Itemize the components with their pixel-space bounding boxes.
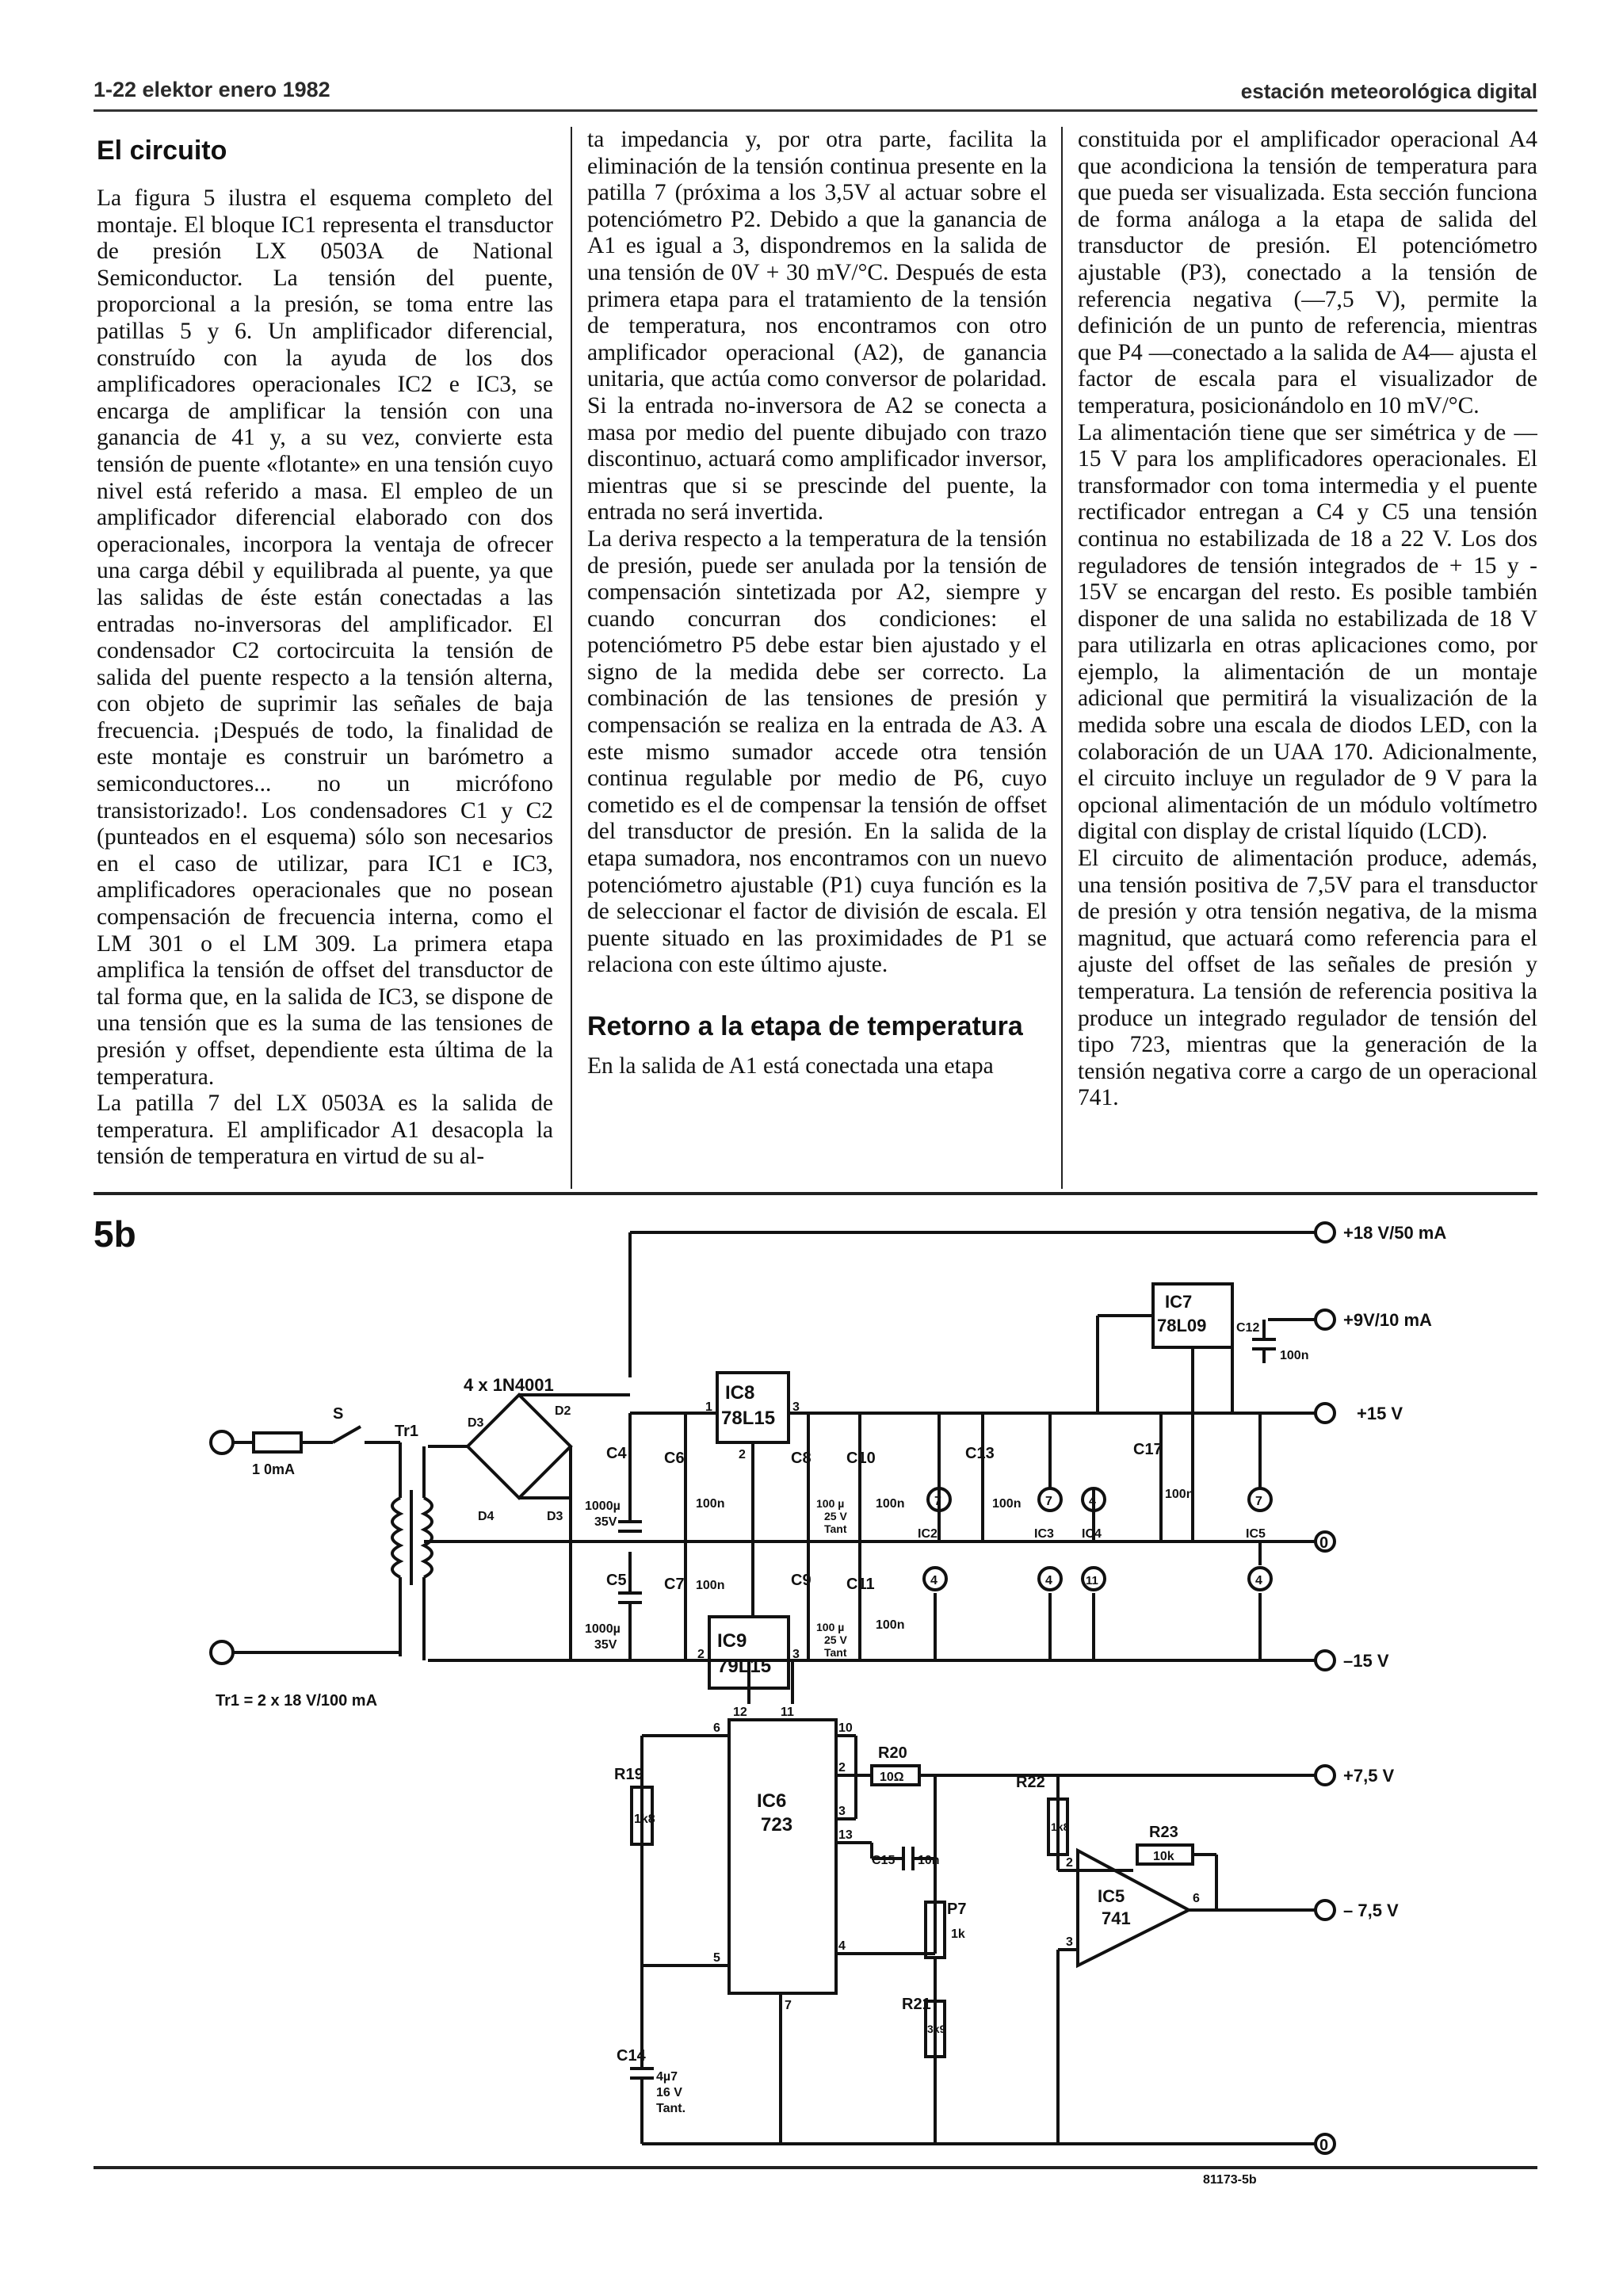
- cap-c9-voltage: 25 V: [824, 1633, 847, 1646]
- pin-label: 4: [1255, 1574, 1262, 1587]
- ic-tag-ic3: IC3: [1034, 1527, 1054, 1541]
- ic7-name: IC7: [1165, 1292, 1193, 1312]
- ic6-type: 723: [761, 1814, 793, 1836]
- ic5-pin: 3: [1066, 1935, 1073, 1949]
- cap-c8: C8: [791, 1450, 812, 1467]
- resistor-r22-value: 1k8: [1051, 1820, 1070, 1833]
- rail-label-7v5-pos: +7,5 V: [1343, 1766, 1395, 1786]
- ic5-name: IC5: [1098, 1886, 1125, 1906]
- cap-c11-value: 100n: [876, 1618, 905, 1632]
- ic7-type: 78L09: [1157, 1316, 1207, 1335]
- figure-bottom-rule: [94, 2166, 1537, 2169]
- paragraph: El circuito de alimentación produce, además, una tensión positiva de 7,5V para el transductor de presión y otra tensión negativa, de la misma magnitud, que actuará como referencia para el ajuste del offset de las señales de presión y temperatura. La tensión de referencia positiva la produce un integrado regulador de tensión del tipo 723, mientras que la generación de la tensión negativa corre a cargo de un operacional 741.: [1078, 846, 1537, 1111]
- rail-label-gnd2: 0: [1319, 2137, 1329, 2154]
- pin-label: 7: [934, 1495, 941, 1508]
- cap-c7: C7: [664, 1576, 685, 1593]
- resistor-r23: R23: [1149, 1824, 1178, 1841]
- pin-label: 11: [1086, 1574, 1098, 1587]
- resistor-r19-value: 1k8: [634, 1813, 655, 1826]
- ic5-type: 741: [1102, 1908, 1131, 1928]
- cap-c17-value: 100n: [1165, 1488, 1194, 1501]
- rail-label-15v-neg: –15 V: [1343, 1651, 1389, 1671]
- cap-c15: C15: [872, 1854, 896, 1867]
- ic6-pin: 12: [733, 1706, 747, 1719]
- paragraph: La figura 5 ilustra el esquema completo del montaje. El bloque IC1 representa el transductor de presión LX 0503A de National Semiconductor. La tensión del puente, proporcional a la presión, se toma entre las patillas 5 y 6. Un amplificador diferencial, construído con la ayuda de los dos amplificadores operacionales IC2 e IC3, se encarga de amplificar la tensión con una ganancia de 41 y, a su vez, convierte esta tensión de puente «flotante» en una tensión cuyo nivel está referido a masa. El empleo de un amplificador diferencial elaborado con dos operacionales, incorpora la ventaja de ofrecer una carga débil y equilibrada al puente, ya que las salidas de éste están conectadas a las entradas no-inversoras del amplificador. El condensador C2 cortocircuita la tensión de salida del puente respecto a la tensión alterna, con objeto de suprimir las señales de baja frecuencia. ¡Después de todo, la finalidad de este montaje es construir un barómetro a semiconductores... no un micrófono transistorizado!. Los condensadores C1 y C2 (punteados en el esquema) sólo son necesarios en el caso de utilizar, para IC1 e IC3, amplificadores operacionales que no posean compensación de frecuencia interna, como el LM 301 o el LM 309. La primera etapa amplifica la tensión de offset del transductor de tal forma que, en la salida de IC3, se dispone de una tensión que es la suma de las tensiones de presión y offset, dependiente esta última de la temperatura.: [97, 185, 553, 1090]
- figure-code: 81173-5b: [1203, 2173, 1257, 2187]
- cap-c17: C17: [1133, 1441, 1163, 1458]
- transformer-label: Tr1: [395, 1423, 419, 1440]
- header-left: 1-22 elektor enero 1982: [94, 78, 330, 101]
- resistor-r23-value: 10k: [1153, 1850, 1174, 1863]
- cap-c14-voltage: 16 V: [656, 2086, 682, 2099]
- pin-label: 4: [1045, 1574, 1052, 1587]
- rail-label-9v: +9V/10 mA: [1343, 1310, 1432, 1330]
- switch-label: S: [333, 1405, 344, 1423]
- cap-c13-value: 100n: [992, 1497, 1022, 1511]
- cap-c13: C13: [965, 1445, 995, 1462]
- cap-c7-value: 100n: [696, 1579, 725, 1592]
- pot-p7: P7: [947, 1901, 967, 1918]
- paragraph: La deriva respecto a la temperatura de la tensión de presión, puede ser anulada por la tensión de compensación sintetizada por A2, siempre y cuando concurran dos condiciones: el potenciómetro P5 debe estar bien ajustado y el signo de la medida debe ser correcto. La combinación de las tensiones de presión y compensación se realiza en la entrada de A3. A este mismo sumador accede otra tensión continua regulable por medio de P6, cuyo cometido es el de compensar la tensión de offset del transductor de presión. En la salida de la etapa sumadora, nos encontramos con un nuevo potenciómetro ajustable (P1) cuya función es la de seleccionar el factor de división de escala. El puente situado en las proximidades de P1 se relaciona con este último ajuste.: [587, 525, 1047, 978]
- reg-pin: 3: [792, 1400, 800, 1414]
- rail-label-18v: +18 V/50 mA: [1343, 1223, 1447, 1243]
- ic6-name: IC6: [757, 1790, 787, 1812]
- paragraph: La patilla 7 del LX 0503A es la salida de temperatura. El amplificador A1 desacopla la tensión de temperatura en virtud de su al-: [97, 1091, 553, 1170]
- ic6-pin: 4: [838, 1939, 846, 1953]
- paragraph: La alimentación tiene que ser simétrica y de —15 V para los amplificadores operacionales. El transformador con toma intermedia y el puente rectificador entregan a C4 y C5 una tensión continua no estabilizada de 18 a 22 V. Los dos reguladores de tensión integrados de + 15 y - 15V se encargan del resto. Es posible también disponer de una salida no estabilizada de 18 V para utilizarla en otras aplicaciones como, por ejemplo, la alimentación de un montaje adicional que permitirá la visualización de la medida sobre una escala de diodos LED, con la colaboración de un UAA 170. Adicionalmente, el circuito incluye un regulador de 9 V para la opcional alimentación de un módulo voltímetro digital con display de cristal líquido (LCD).: [1078, 419, 1537, 845]
- ic9-name: IC9: [717, 1630, 747, 1652]
- cap-c14: C14: [617, 2047, 646, 2065]
- resistor-r20-value: 10Ω: [880, 1771, 904, 1784]
- ic6-pin: 7: [785, 1999, 792, 2012]
- reg-pin: 2: [697, 1648, 705, 1661]
- resistor-r21: R21: [902, 1996, 931, 2013]
- ic9-type: 79L15: [717, 1656, 772, 1677]
- diode-label: D3: [468, 1416, 484, 1430]
- ic5-pin: 6: [1193, 1892, 1200, 1905]
- pin-label: 7: [1045, 1495, 1052, 1508]
- section-heading-retorno: Retorno a la etapa de temperatura: [587, 1011, 1023, 1041]
- diode-label: D3: [547, 1510, 563, 1523]
- resistor-r19: R19: [614, 1766, 643, 1783]
- rail-label-15v-pos: +15 V: [1357, 1404, 1403, 1423]
- cap-c9-value: 100 µ: [816, 1621, 845, 1633]
- ic6-pin: 10: [838, 1721, 853, 1735]
- ic6-pin: 11: [781, 1706, 794, 1719]
- pin-label: 4: [1089, 1495, 1096, 1508]
- cap-c14-value: 4µ7: [656, 2070, 678, 2084]
- rail-label-7v5-neg: – 7,5 V: [1343, 1901, 1399, 1920]
- section-heading-circuito: El circuito: [97, 136, 227, 166]
- cap-c5-value: 1000µ: [585, 1622, 621, 1636]
- cap-c8-value: 100 µ: [816, 1497, 845, 1510]
- paragraph: En la salida de A1 está conectada una etapa: [587, 1053, 994, 1079]
- bridge-label: 4 x 1N4001: [464, 1375, 554, 1395]
- ic-tag-ic5: IC5: [1246, 1527, 1266, 1541]
- diode-label: D2: [555, 1404, 571, 1418]
- ic8-type: 78L15: [721, 1408, 776, 1429]
- paragraph: ta impedancia y, por otra parte, facilita la eliminación de la tensión continua presente en la patilla 7 (próxima a los 3,5V al actuar sobre el potenciómetro P2. Debido a que la ganancia de A1 es igual a 3, dispondremos en la salida de una tensión de 0V + 30 mV/°C. Después de esta primera etapa para el tratamiento de la tensión de temperatura, nos encontramos con otro amplificador operacional (A2), de ganancia unitaria, que actúa como conversor de polaridad. Si la entrada no-inversora de A2 se conecta a masa por medio del puente dibujado con trazo discontinuo, actuará como amplificador inversor, mientras que si se prescinde del puente, la entrada no será invertida.: [587, 127, 1047, 525]
- ic6-pin: 13: [838, 1828, 853, 1842]
- reg-pin: 2: [739, 1448, 746, 1461]
- header-right: estación meteorológica digital: [1240, 79, 1537, 103]
- diode-label: D4: [478, 1510, 495, 1523]
- ic-tag-ic2: IC2: [918, 1527, 938, 1541]
- pin-label: 4: [930, 1574, 938, 1587]
- ic8-name: IC8: [725, 1382, 755, 1404]
- cap-c6-value: 100n: [696, 1497, 725, 1511]
- resistor-r20: R20: [878, 1744, 907, 1762]
- pot-p7-value: 1k: [951, 1927, 965, 1941]
- resistor-r21-value: 3k9: [927, 2023, 946, 2035]
- cap-c11: C11: [846, 1576, 875, 1593]
- cap-c9: C9: [791, 1572, 812, 1589]
- ic6-pin: 2: [838, 1761, 846, 1775]
- paragraph: constituida por el amplificador operacional A4 que acondiciona la tensión de temperatura para que pueda ser visualizada. Esta sección funciona de forma análoga a la etapa de salida del transductor de presión. El potenciómetro ajustable (P3), conectado a la tensión de referencia negativa (—7,5 V), permite la definición de un punto de referencia, mientras que P4 —conectado a la salida de A4— ajusta el factor de escala para el visualizador de temperatura, posicionándolo en 10 mV/°C.: [1078, 127, 1537, 418]
- rail-label-gnd: 0: [1319, 1534, 1329, 1552]
- cap-c6: C6: [664, 1450, 685, 1467]
- ic-tag-ic4: IC4: [1082, 1527, 1102, 1541]
- ic6-pin: 3: [838, 1805, 846, 1818]
- cap-c10-value: 100n: [876, 1497, 905, 1511]
- reg-pin: 1: [705, 1400, 712, 1414]
- cap-c4-value: 1000µ: [585, 1499, 621, 1513]
- fuse-label: 1 0mA: [252, 1461, 296, 1477]
- cap-c5: C5: [606, 1572, 627, 1589]
- pin-label: 7: [1255, 1495, 1262, 1508]
- cap-c12: C12: [1236, 1321, 1260, 1335]
- ic6-pin: 6: [713, 1721, 720, 1735]
- cap-c9-type: Tant: [824, 1646, 847, 1659]
- ic5-pin: 2: [1066, 1856, 1073, 1870]
- cap-c12-value: 100n: [1280, 1349, 1309, 1362]
- cap-c5-voltage: 35V: [594, 1638, 617, 1652]
- cap-c10: C10: [846, 1450, 876, 1467]
- cap-c15-value: 10n: [918, 1854, 940, 1867]
- cap-c4: C4: [606, 1445, 627, 1462]
- cap-c4-voltage: 35V: [594, 1515, 617, 1529]
- ic6-pin: 5: [713, 1951, 720, 1965]
- cap-c8-voltage: 25 V: [824, 1510, 847, 1522]
- cap-c8-type: Tant: [824, 1522, 847, 1535]
- figure-label: 5b: [94, 1213, 136, 1255]
- reg-pin: 3: [792, 1648, 800, 1661]
- transformer-note: Tr1 = 2 x 18 V/100 mA: [216, 1692, 378, 1710]
- resistor-r22: R22: [1016, 1774, 1045, 1791]
- cap-c14-type: Tant.: [656, 2102, 686, 2115]
